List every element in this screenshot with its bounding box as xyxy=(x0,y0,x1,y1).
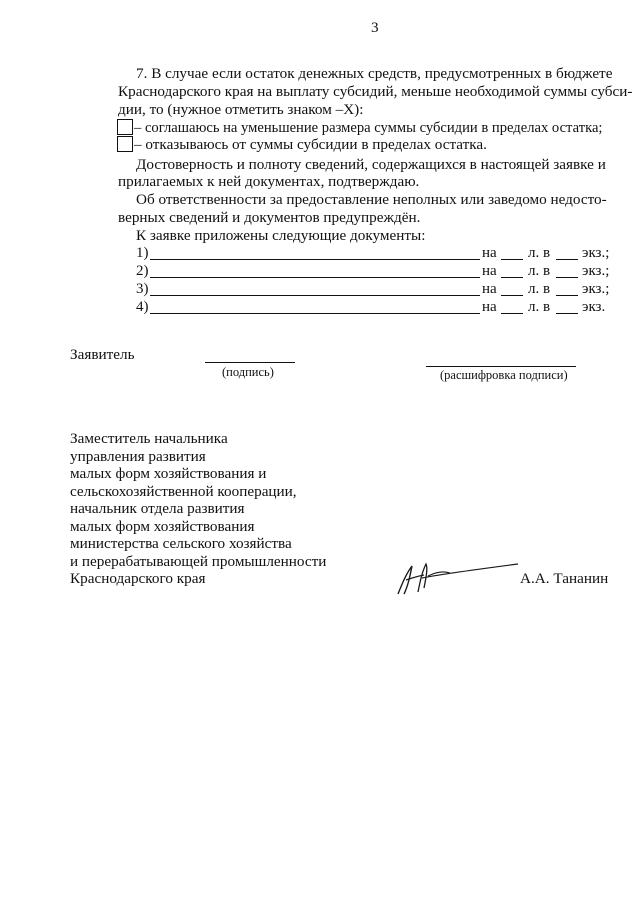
pages-field[interactable] xyxy=(501,313,523,314)
attachment-number: 3) xyxy=(136,281,149,297)
pages-field[interactable] xyxy=(501,295,523,296)
page-number: 3 xyxy=(371,19,379,36)
copies-field[interactable] xyxy=(556,295,578,296)
attachment-row xyxy=(136,262,616,280)
attachment-end: экз.; xyxy=(582,245,610,261)
pages-field[interactable] xyxy=(501,277,523,278)
attachment-na: на xyxy=(482,281,497,297)
attachment-row xyxy=(136,280,616,298)
official-title-line: малых форм хозяйствования и xyxy=(70,465,267,482)
option-agree-text: – соглашаюсь на уменьшение размера суммы субсидии в пределах остатка; xyxy=(134,120,603,136)
attachment-end: экз. xyxy=(582,299,606,315)
responsibility-line2: верных сведений и документов предупреждён. xyxy=(118,209,421,226)
confirm-line1: Достоверность и полноту сведений, содержащихся в настоящей заявке и xyxy=(136,156,606,173)
official-title-line: малых форм хозяйствования xyxy=(70,518,255,535)
attachments-intro: К заявке приложены следующие документы: xyxy=(136,227,426,244)
copies-field[interactable] xyxy=(556,313,578,314)
handwritten-signature xyxy=(392,558,522,598)
official-title-line: и перерабатывающей промышленности xyxy=(70,553,327,570)
signature-decryption-line[interactable] xyxy=(426,366,576,367)
official-title-line: министерства сельского хозяйства xyxy=(70,535,292,552)
responsibility-line1: Об ответственности за предоставление неполных или заведомо недосто- xyxy=(136,191,607,208)
attachment-na: на xyxy=(482,299,497,315)
attachment-na: на xyxy=(482,245,497,261)
attachment-name-field[interactable] xyxy=(150,259,480,260)
option-refuse-text: – отказываюсь от суммы субсидии в пределах остатка. xyxy=(134,136,487,153)
copies-field[interactable] xyxy=(556,277,578,278)
attachment-name-field[interactable] xyxy=(150,313,480,314)
attachment-end: экз.; xyxy=(582,263,610,279)
refuse-checkbox[interactable] xyxy=(117,136,133,152)
official-title-line: Краснодарского края xyxy=(70,570,206,587)
official-title-line: Заместитель начальника xyxy=(70,430,228,447)
section7-line3: дии, то (нужное отметить знаком –X): xyxy=(118,101,364,118)
attachment-row xyxy=(136,244,616,262)
official-title-line: управления развития xyxy=(70,448,206,465)
attachment-na: на xyxy=(482,263,497,279)
attachment-number: 4) xyxy=(136,299,149,315)
section7-line2: Краснодарского края на выплату субсидий, меньше необходимой суммы субси- xyxy=(118,83,633,100)
attachment-name-field[interactable] xyxy=(150,277,480,278)
attachment-l: л. в xyxy=(528,299,551,315)
attachment-name-field[interactable] xyxy=(150,295,480,296)
attachment-number: 1) xyxy=(136,245,149,261)
official-title-line: сельскохозяйственной кооперации, xyxy=(70,483,297,500)
signature-line[interactable] xyxy=(205,362,295,363)
copies-field[interactable] xyxy=(556,259,578,260)
attachment-number: 2) xyxy=(136,263,149,279)
attachment-l: л. в xyxy=(528,281,551,297)
official-name: А.А. Тананин xyxy=(520,570,609,587)
attachment-end: экз.; xyxy=(582,281,610,297)
pages-field[interactable] xyxy=(501,259,523,260)
decryption-caption: (расшифровка подписи) xyxy=(440,368,568,382)
official-title-line: начальник отдела развития xyxy=(70,500,245,517)
agree-checkbox[interactable] xyxy=(117,119,133,135)
attachment-l: л. в xyxy=(528,263,551,279)
section7-line1: 7. В случае если остаток денежных средств, предусмотренных в бюджете xyxy=(136,65,613,82)
applicant-label: Заявитель xyxy=(70,346,135,363)
confirm-line2: прилагаемых к ней документах, подтверждаю. xyxy=(118,173,420,190)
attachment-row xyxy=(136,298,616,316)
attachment-l: л. в xyxy=(528,245,551,261)
signature-caption: (подпись) xyxy=(222,365,274,379)
